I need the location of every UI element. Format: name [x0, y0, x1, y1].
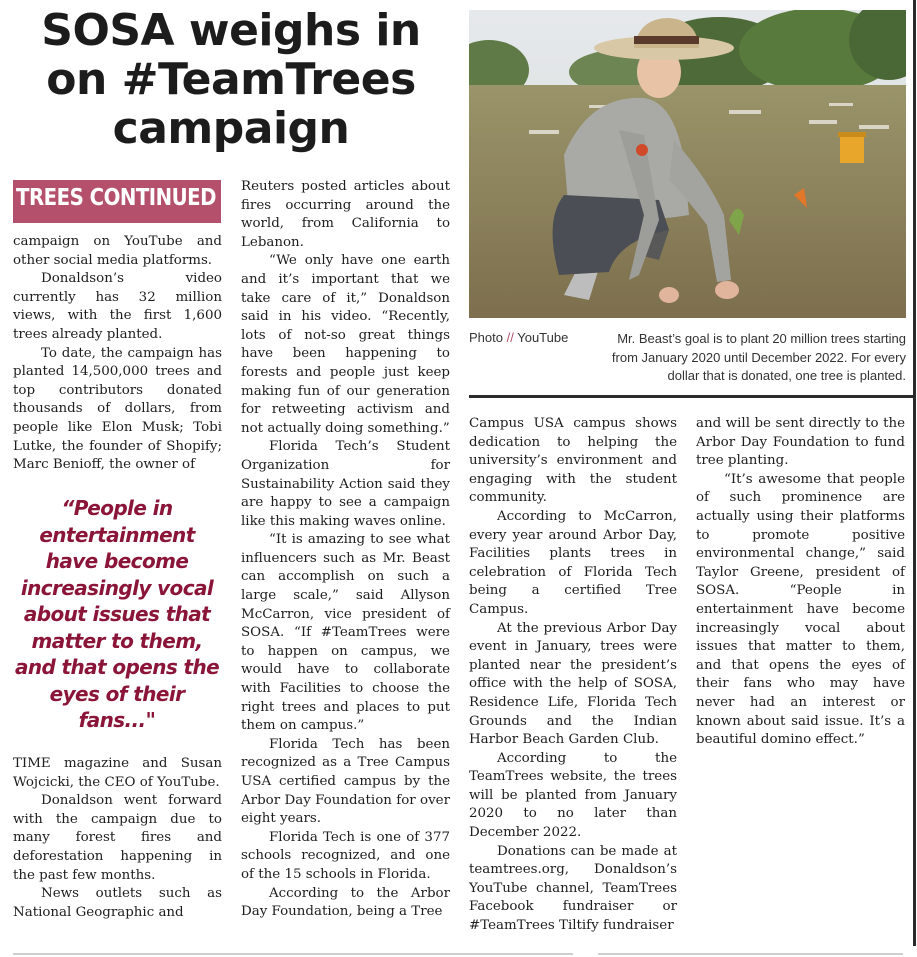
article-column-1-top: [13, 233, 222, 475]
paragraph: Florida Tech is one of 377 schools recognized, and one of the 15 schools in Florida.: [241, 829, 450, 882]
article-column-2: [241, 178, 450, 922]
paragraph: To date, the campaign has planted 14,500,000 trees and top contributors donated thousands of dollars, from people like Elon Musk; Tobi Lutke, the founder of Shopify; Marc Benioff, the owner of: [13, 345, 222, 473]
paragraph: campaign on YouTube and other social media platforms.: [13, 234, 222, 268]
photo-illustration: [469, 10, 906, 318]
article-photo: [469, 10, 906, 318]
article-column-1-bottom: [13, 755, 222, 922]
paragraph: Donaldson’s video currently has 32 million views, with the first 1,600 trees already planted.: [13, 271, 222, 342]
paragraph: Florida Tech’s Student Organization for Sustainability Action said they are happy to see a campaign like this making waves online.: [241, 439, 450, 529]
paragraph: Reuters posted articles about fires occurring around the world, from California to Lebanon.: [241, 179, 450, 250]
paragraph: and will be sent directly to the Arbor Day Foundation to fund tree planting.: [696, 416, 905, 469]
paragraph: “We only have one earth and it’s important that we take care of it,” Donaldson said in his video. “Recently, lots of not-so great things have been happening to forests and people just keep making fun of our generation for retweeting activism and not actually doing something.”: [241, 253, 450, 436]
photo-credit-separator: //: [506, 330, 514, 345]
bucket: [838, 132, 866, 163]
paragraph: Campus USA campus shows dedication to helping the university’s environment and engaging with the student community.: [469, 416, 677, 506]
paragraph: According to McCarron, every year around Arbor Day, Facilities plants trees in celebration of Florida Tech being a certified Tree Campus.: [469, 508, 677, 617]
paragraph: “It is amazing to see what influencers such as Mr. Beast can accomplish on such a large scale,” said Allyson McCarron, vice president of SOSA. “If #TeamTrees were to happen on campus, we would have to collaborate with Facilities to choose the right trees and places to put them on campus.”: [241, 532, 450, 734]
paragraph: News outlets such as National Geographic and: [13, 886, 222, 920]
paragraph: “It’s awesome that people of such prominence are actually using their platforms to promote positive environmental change,” said Taylor Greene, president of SOSA. “People in entertainment have become increasingly vocal about issues that matter to them, and that opens the eyes of their fans who may have never had an interest or known about said issue. It’s a beautiful domino effect.”: [696, 471, 905, 748]
photo-credit-label: Photo: [469, 330, 503, 345]
paragraph: According to the Arbor Day Foundation, being a Tree: [241, 885, 450, 920]
section-kicker: TREES CONTINUED: [13, 180, 221, 223]
pull-quote: “People in entertainment have become increasingly vocal about issues that matter to them, and that opens the eyes of their fans...": [14, 496, 220, 732]
paragraph: TIME magazine and Susan Wojcicki, the CEO of YouTube.: [13, 756, 222, 790]
bottom-rule-right: [598, 953, 903, 955]
paragraph: Donations can be made at teamtrees.org, Donaldson’s YouTube channel, TeamTrees Facebook fundraiser or #TeamTrees Tiltify fundraiser: [469, 843, 677, 934]
paragraph: According to the TeamTrees website, the trees will be planted from January 2020 to no later than December 2022.: [469, 750, 677, 841]
horizontal-divider: [469, 395, 914, 398]
article-column-4: [696, 415, 905, 750]
paragraph: At the previous Arbor Day event in January, trees were planted near the president’s office with the help of SOSA, Residence Life, Florida Tech Grounds and the Indian Harbor Beach Garden Club.: [469, 620, 677, 748]
photo-credit: [469, 330, 568, 345]
photo-credit-source: YouTube: [517, 330, 569, 345]
bottom-rule-left: [13, 953, 573, 955]
headline-line-1: SOSA weighs in: [41, 5, 421, 56]
paragraph: Donaldson went forward with the campaign due to many forest fires and deforestation happening in the past few months.: [13, 793, 222, 883]
headline-line-3: campaign: [112, 103, 350, 154]
paragraph: Florida Tech has been recognized as a Tree Campus USA certified campus by the Arbor Day Foundation for over eight years.: [241, 736, 450, 827]
photo-caption: Mr. Beast’s goal is to plant 20 million trees starting from January 2020 until December 2022. For every dollar that is donated, one tree is planted.: [611, 331, 906, 383]
headline-line-2: on #TeamTrees: [46, 54, 416, 105]
article-column-3: [469, 415, 677, 936]
vertical-divider: [913, 0, 916, 946]
headline: [0, 6, 462, 153]
